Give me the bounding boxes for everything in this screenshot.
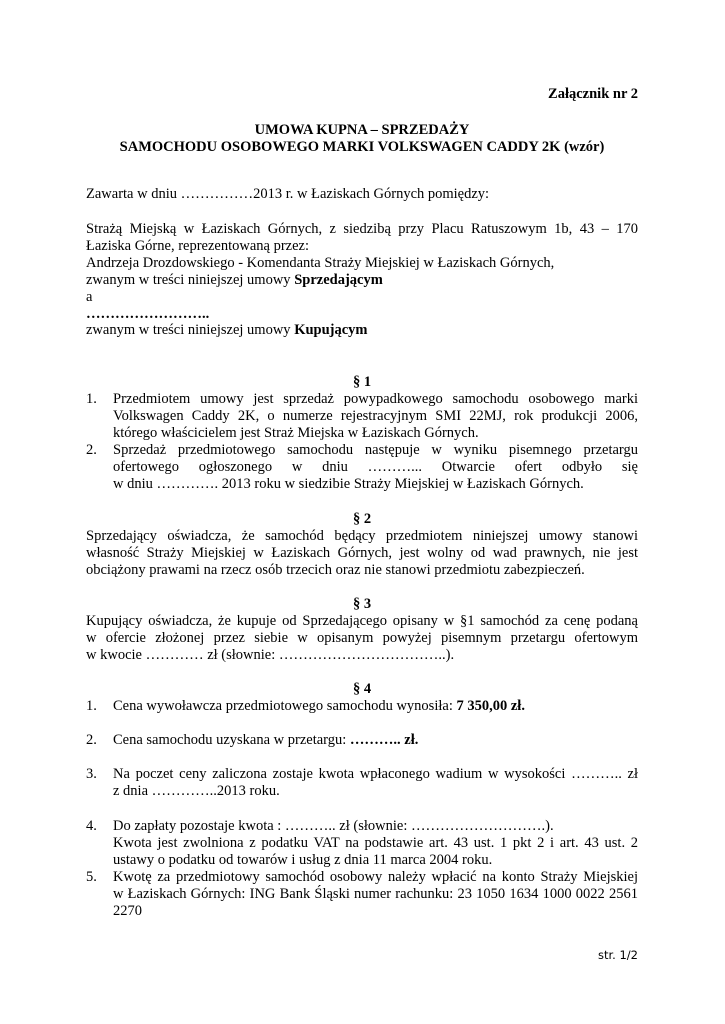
s4-item4-line: Kwota jest zwolniona z podatku VAT na podstawie art. 43 ust. 1 pkt 2 i art. 43 ust. 2 <box>113 835 638 851</box>
s1-item1-line: którego właścicielem jest Straż Miejska w Łaziskach Górnych. <box>113 425 479 441</box>
party1-line: Łaziska Górne, reprezentowaną przez: <box>86 238 310 254</box>
document-subtitle: SAMOCHODU OSOBOWEGO MARKI VOLKSWAGEN CADDY 2K (wzór) <box>119 139 605 155</box>
s3-line: Kupujący oświadcza, że kupuje od Sprzedającego opisany w §1 samochód za cenę podaną <box>86 613 638 629</box>
s4-item2-line <box>113 732 638 749</box>
s4-item3-line: z dnia …………..2013 roku. <box>113 783 280 799</box>
s2-line: obciążony prawami na rzecz osób trzecich oraz nie stanowi przedmiotu zabezpieczeń. <box>86 562 585 578</box>
list-number: 2. <box>86 732 97 748</box>
list-number: 4. <box>86 818 97 834</box>
s2-line: własność Straży Miejskiej w Łaziskach Górnych, jest wolny od wad prawnych, nie jest <box>86 545 638 561</box>
auction-price-value: ……….. zł. <box>349 732 419 748</box>
section-2-heading: § 2 <box>352 511 372 527</box>
s4-item5-line: 2270 <box>113 903 142 919</box>
s4-item1-line <box>113 698 638 715</box>
s2-line: Sprzedający oświadcza, że samochód będący przedmiotem niniejszej umowy stanowi <box>86 528 638 544</box>
page-number: str. 1/2 <box>598 948 638 962</box>
seller-text: zwanym w treści niniejszej umowy <box>86 272 295 288</box>
list-number: 3. <box>86 766 97 782</box>
document-title: UMOWA KUPNA – SPRZEDAŻY <box>254 122 470 138</box>
s4-item4-line: ustawy o podatku od towarów i usług z dnia 11 marca 2004 roku. <box>113 852 493 868</box>
s1-item2-line: ofertowego ogłoszonego w dniu ………... Otwarcie ofert odbyło się <box>113 459 638 475</box>
s3-line: w ofercie złożonej przez siebie w opisanym powyżej pisemnym przetargu ofertowym <box>86 630 638 646</box>
attachment-label: Załącznik nr 2 <box>548 86 638 102</box>
s4-item5-line: w Łaziskach Górnych: ING Bank Śląski numer rachunku: 23 1050 1634 1000 0022 2561 <box>113 886 638 902</box>
list-number: 2. <box>86 442 97 458</box>
buyer-term: Kupującym <box>294 322 368 338</box>
s1-item2-line: Sprzedaż przedmiotowego samochodu następuje w wyniku pisemnego przetargu <box>113 442 638 458</box>
party1-line: Strażą Miejską w Łaziskach Górnych, z siedzibą przy Placu Ratuszowym 1b, 43 – 170 <box>86 221 638 237</box>
s4-item3-line: Na poczet ceny zaliczona zostaje kwota wpłaconego wadium w wysokości ……….. zł <box>113 766 638 782</box>
price-value: 7 350,00 zł. <box>456 698 525 714</box>
list-number: 1. <box>86 391 97 407</box>
s1-item1-line: Przedmiotem umowy jest sprzedaż powypadkowego samochodu osobowego marki <box>113 391 638 407</box>
section-3-heading: § 3 <box>352 596 372 612</box>
price-label: Cena wywoławcza przedmiotowego samochodu wynosiła: <box>113 698 457 714</box>
list-number: 5. <box>86 869 97 885</box>
s4-item4-line: Do zapłaty pozostaje kwota : ……….. zł (słownie: ……………………….). <box>113 818 554 834</box>
section-4-heading: § 4 <box>352 681 372 697</box>
buyer-placeholder: …………………….. <box>86 306 210 322</box>
s1-item2-line: w dniu …………. 2013 roku w siedzibie Straży Miejskiej w Łaziskach Górnych. <box>113 476 584 492</box>
s1-item1-line: Volkswagen Caddy 2K, o numerze rejestracyjnym SMI 22MJ, rok produkcji 2006, <box>113 408 638 424</box>
intro-line: Zawarta w dniu ……………2013 r. w Łaziskach Górnych pomiędzy: <box>86 186 490 202</box>
seller-line <box>86 272 638 289</box>
s3-line: w kwocie ………… zł (słownie: ……………………………..). <box>86 647 455 663</box>
list-number: 1. <box>86 698 97 714</box>
auction-price-label: Cena samochodu uzyskana w przetargu: <box>113 732 350 748</box>
buyer-line <box>86 322 638 339</box>
buyer-text: zwanym w treści niniejszej umowy <box>86 322 295 338</box>
seller-term: Sprzedającym <box>294 272 383 288</box>
party1-line: Andrzeja Drozdowskiego - Komendanta Straży Miejskiej w Łaziskach Górnych, <box>86 255 555 271</box>
s4-item5-line: Kwotę za przedmiotowy samochód osobowy należy wpłacić na konto Straży Miejskiej <box>113 869 638 885</box>
section-1-heading: § 1 <box>352 374 372 390</box>
and-line: a <box>86 289 93 305</box>
